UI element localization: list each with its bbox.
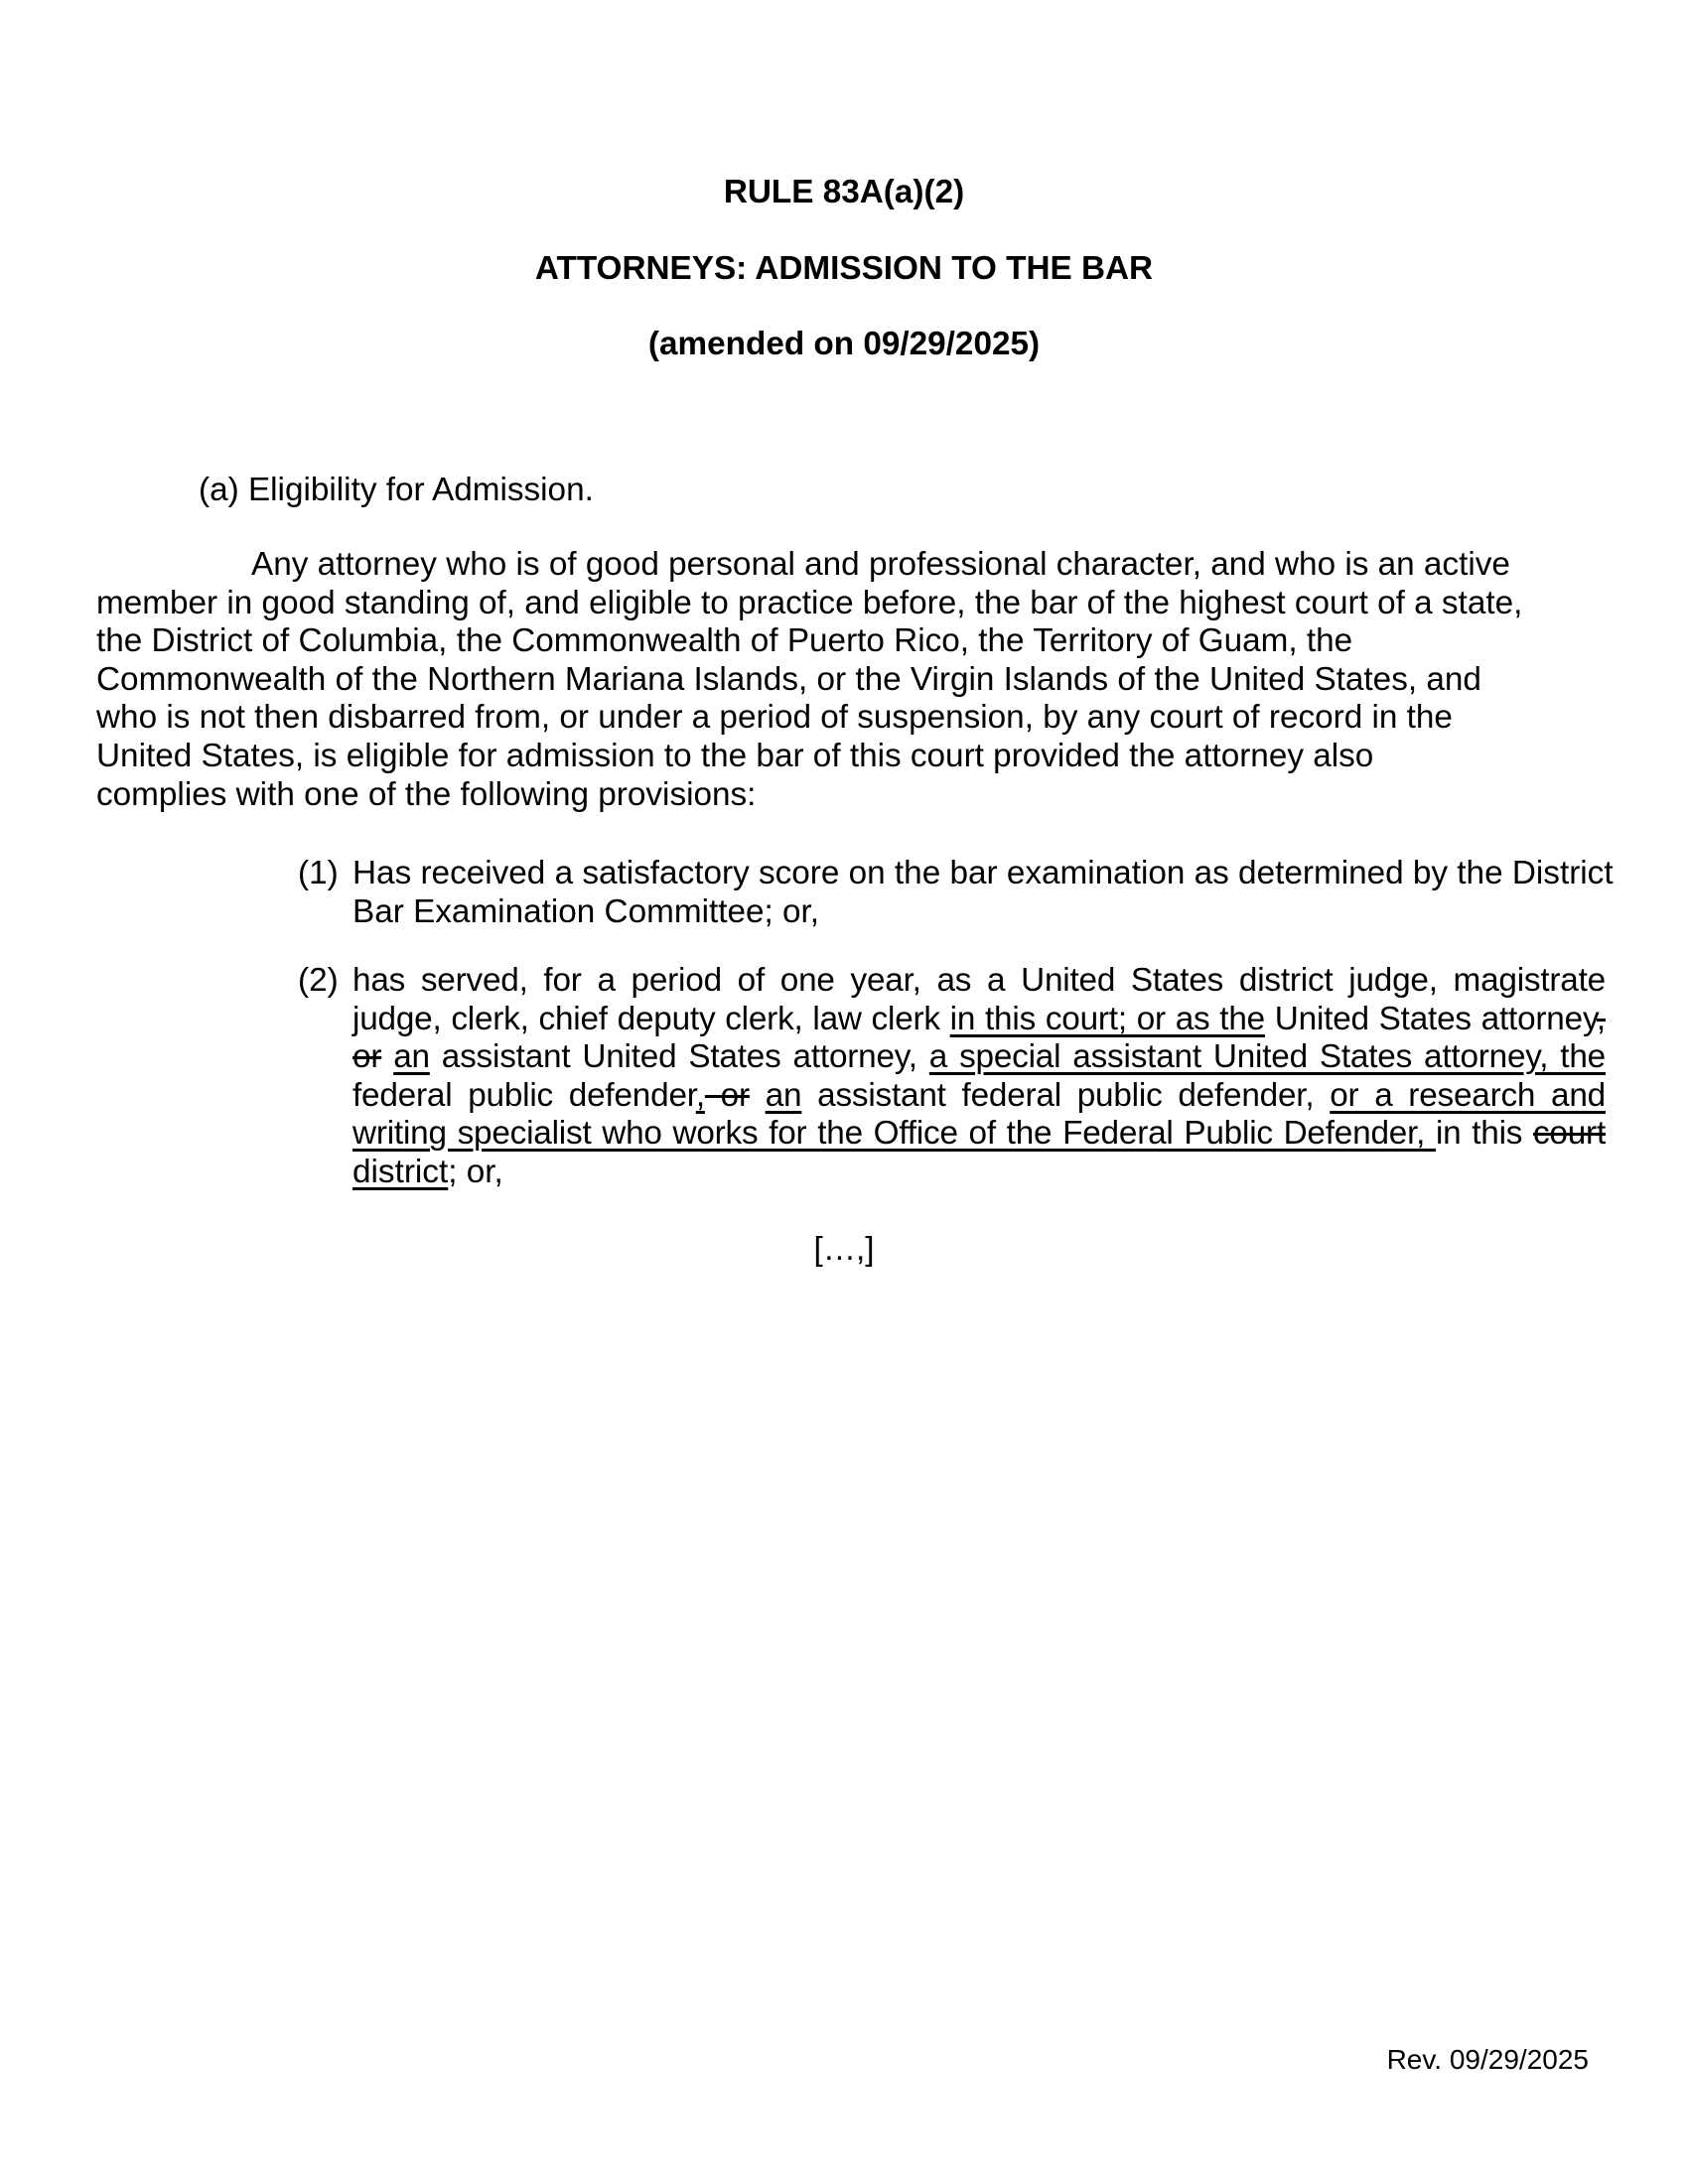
plain-text: has served, for a period of one year, as a United States district judge, magistrate — [352, 962, 1606, 999]
plain-text: assistant United States attorney, — [429, 1038, 929, 1076]
text-line — [352, 1077, 1606, 1116]
plain-text: in this — [1435, 1115, 1533, 1153]
text-line — [352, 893, 1606, 932]
plain-text: federal public defender — [352, 1076, 696, 1114]
section-heading: (a) Eligibility for Admission. — [199, 472, 594, 508]
inserted-text: or a research and — [1330, 1076, 1606, 1114]
plain-text: assistant federal public defender, — [801, 1076, 1331, 1114]
text-line — [352, 962, 1606, 1001]
text-line: Any attorney who is of good personal and professional character, and who is an active — [251, 546, 1510, 583]
inserted-text: a special assistant United States attorney, the — [928, 1038, 1606, 1076]
list-item-1 — [298, 855, 1614, 931]
plain-text: United States attorney — [1265, 1000, 1597, 1037]
text-line: United States, is eligible for admission to the bar of this court provided the attorney also — [96, 737, 1374, 774]
plain-text: ; or, — [448, 1153, 503, 1190]
item-lines — [352, 855, 1614, 931]
plain-text: judge, clerk, chief deputy clerk, law clerk — [352, 1000, 950, 1037]
deleted-text: , — [1596, 1000, 1606, 1037]
inserted-text: writing specialist who works for the Office of the Federal Public Defender, — [352, 1115, 1436, 1153]
text-line — [352, 1115, 1606, 1154]
inserted-text: , — [695, 1076, 705, 1114]
plain-text — [750, 1077, 766, 1114]
plain-text: Has received a satisfactory score on the bar examination as determined by the District — [352, 855, 1614, 891]
plain-text: Bar Examination Committee; or, — [352, 892, 820, 930]
plain-text — [381, 1038, 393, 1075]
rule-subtitle: ATTORNEYS: ADMISSION TO THE BAR — [534, 250, 1154, 287]
deleted-text: or — [704, 1076, 750, 1114]
item-number: (2) — [298, 962, 339, 999]
item-lines — [352, 962, 1606, 1192]
text-line: who is not then disbarred from, or under a period of suspension, by any court of record in the — [96, 699, 1453, 737]
text-line: member in good standing of, and eligible to practice before, the bar of the highest court of a state, — [96, 584, 1523, 621]
text-line — [352, 1154, 1606, 1192]
text-line: the District of Columbia, the Commonwealth of Puerto Rico, the Territory of Guam, the — [96, 622, 1353, 660]
revision-note: Rev. 09/29/2025 — [1386, 2044, 1589, 2075]
deleted-text: court — [1532, 1115, 1606, 1153]
intro-paragraph — [96, 546, 1625, 814]
text-line — [352, 1038, 1606, 1077]
rule-title: RULE 83A(a)(2) — [723, 174, 965, 210]
inserted-text: district — [352, 1153, 449, 1190]
inserted-text: an — [393, 1038, 430, 1076]
list-item-2 — [298, 962, 1606, 1192]
inserted-text: in this court; or as the — [949, 1000, 1265, 1037]
item-number: (1) — [298, 855, 339, 891]
deleted-text: or — [352, 1038, 382, 1076]
text-line: Commonwealth of the Northern Mariana Islands, or the Virgin Islands of the United States, and — [96, 660, 1481, 698]
inserted-text: an — [765, 1076, 802, 1114]
text-line — [352, 855, 1614, 893]
text-line — [352, 1001, 1606, 1039]
omission-ellipsis: […,] — [813, 1231, 875, 1268]
text-line: complies with one of the following provisions: — [96, 775, 757, 813]
amended-note: (amended on 09/29/2025) — [647, 326, 1041, 362]
